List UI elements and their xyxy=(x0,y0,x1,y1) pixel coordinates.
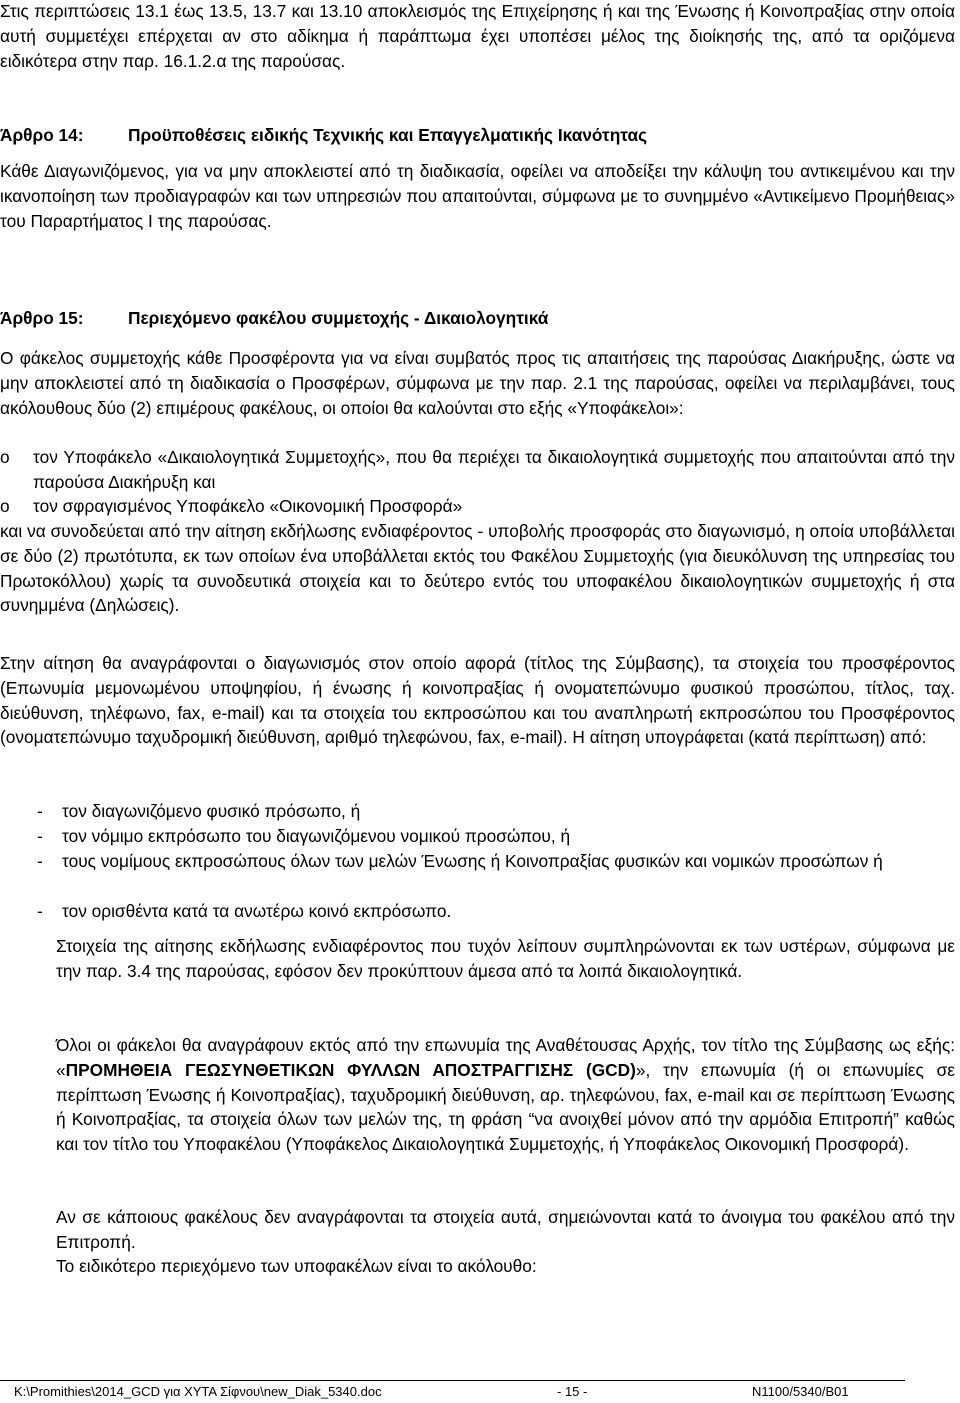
article14-body: Κάθε Διαγωνιζόμενος, για να μην αποκλειστεί από τη διαδικασία, οφείλει να αποδείξει την κάλυψη του αντικειμένου και την ικανοποίηση των προδιαγραφών και των υπηρεσιών που απαιτούνται, σύμφωνα με το συνημμένο «Αντικείμενο Προμήθειας» του Παραρτήματος Ι της παρούσας. xyxy=(0,161,955,231)
top-paragraph: Στις περιπτώσεις 13.1 έως 13.5, 13.7 και 13.10 αποκλεισμός της Επιχείρησης ή και της Ένωσης ή Κοινοπραξίας στην οποία αυτή συμμετέχει επέρχεται αν στο αδίκημα ή παράπτωμα έχει υποπέσει μέλος της διοίκησής της, από τα οριζόμενα ειδικότερα στην παρ. 16.1.2.α της παρούσας. xyxy=(0,1,955,71)
dash-marker: - xyxy=(37,801,43,821)
article15-number: Άρθρο 15: xyxy=(0,308,84,328)
article15-missing-paragraph: Αν σε κάποιους φακέλους δεν αναγράφονται τα στοιχεία αυτά, σημειώνονται κατά το άνοιγμα του φακέλου από την Επιτροπή. xyxy=(56,1207,955,1252)
bullet-marker: o xyxy=(0,447,10,467)
envelopes-text-end: », την επωνυμία (ή οι επωνυμίες σε περίπτωση Ένωσης ή Κοινοπραξίας), ταχυδρομική διεύθυνση, αρ. τηλεφώνου, fax, e-mail και σε περίπτωση Ένωσης ή Κοινοπραξίας, τα στοιχεία όλων των μελών της, τη φράση “να ανοιχθεί μόνον από την αρμόδια Επιτροπή” καθώς και τον τίτλο του Υποφακέλου (Υποφάκελος Δικαιολογητικά Συμμετοχής, ή Υποφάκελος Οικονομική Προσφορά). xyxy=(56,1059,955,1155)
dash-marker: - xyxy=(37,826,43,846)
bullet-text: τον Υποφάκελο «Δικαιολογητικά Συμμετοχής», που θα περιέχει τα δικαιολογητικά συμμετοχής που απαιτούνται από την παρούσα Διακήρυξη και xyxy=(33,447,955,492)
article15-title: Περιεχόμενο φακέλου συμμετοχής - Δικαιολογητικά xyxy=(128,308,549,328)
list-item xyxy=(0,445,955,495)
article14-heading xyxy=(0,123,647,147)
footer-divider xyxy=(0,1380,905,1381)
list-item xyxy=(0,899,955,924)
dash-text: τον νόμιμο εκπρόσωπο του διαγωνιζόμενου νομικού προσώπου, ή xyxy=(62,826,571,846)
contract-title: ΠΡΟΜΗΘΕΙΑ ΓΕΩΣΥΝΘΕΤΙΚΩΝ ΦΥΛΛΩΝ ΑΠΟΣΤΡΑΓΓΙΣΗΣ (GCD) xyxy=(65,1059,636,1080)
dash-text: τον ορισθέντα κατά τα ανωτέρω κοινό εκπρόσωπο. xyxy=(62,901,452,921)
list-item xyxy=(0,799,955,824)
dash-marker: - xyxy=(37,851,43,871)
bullet-marker: o xyxy=(0,496,10,516)
footer-page-number: - 15 - xyxy=(557,1384,588,1399)
article14-number: Άρθρο 14: xyxy=(0,125,84,145)
dash-text: τον διαγωνιζόμενο φυσικό πρόσωπο, ή xyxy=(62,801,361,821)
dash-text: τους νομίμους εκπροσώπους όλων των μελών Ένωσης ή Κοινοπραξίας φυσικών και νομικών προσώπων ή xyxy=(62,851,883,871)
article14-title: Προϋποθέσεις ειδικής Τεχνικής και Επαγγελματικής Ικανότητας xyxy=(128,125,648,145)
article15-application-paragraph: Στην αίτηση θα αναγράφονται ο διαγωνισμός στον οποίο αφορά (τίτλος της Σύμβασης), τα στοιχεία του προσφέροντος (Επωνυμία μεμονωμένου υποψηφίου, ή ένωσης ή κοινοπραξίας ή ονοματεπώνυμο φυσικού προσώπου, τίτλος, ταχ. διεύθυνση, τηλέφωνο, fax, e-mail) και τα στοιχεία του εκπροσώπου και του αναπληρωτή εκπροσώπου του Προσφέροντος (ονοματεπώνυμο ταχυδρομική διεύθυνση, αριθμό τηλεφώνου, fax, e-mail). Η αίτηση υπογράφεται (κατά περίπτωση) από: xyxy=(0,653,955,748)
list-item xyxy=(0,849,955,874)
footer-reference: N1100/5340/B01 xyxy=(752,1384,849,1399)
list-item xyxy=(0,494,955,519)
article15-intro: Ο φάκελος συμμετοχής κάθε Προσφέροντα για να είναι συμβατός προς τις απαιτήσεις της παρούσας Διακήρυξης, ώστε να μην αποκλειστεί από τη διαδικασία ο Προσφέρων, σύμφωνα με την παρ. 2.1 της παρούσας, οφείλει να περιλαμβάνει, τους ακόλουθους δύο (2) επιμέρους φακέλους, οι οποίοι θα καλούνται στο εξής «Υποφάκελοι»: xyxy=(0,348,955,418)
bullet-text: τον σφραγισμένος Υποφάκελο «Οικονομική Προσφορά» xyxy=(33,496,463,516)
article15-later-paragraph: Στοιχεία της αίτησης εκδήλωσης ενδιαφέροντος που τυχόν λείπουν συμπληρώνονται εκ των υστέρων, σύμφωνα με την παρ. 3.4 της παρούσας, εφόσον δεν προκύπτουν άμεσα από τα λοιπά δικαιολογητικά. xyxy=(56,936,955,981)
article15-heading xyxy=(0,306,548,330)
article15-contents-line: Το ειδικότερο περιεχόμενο των υποφακέλων είναι το ακόλουθο: xyxy=(56,1256,537,1276)
footer-file-path: K:\Promithies\2014_GCD για ΧΥΤΑ Σίφνου\new_Diak_5340.doc xyxy=(14,1384,382,1399)
article15-after-bullets: και να συνοδεύεται από την αίτηση εκδήλωσης ενδιαφέροντος - υποβολής προσφοράς στο διαγωνισμό, η οποία υποβάλλεται σε δύο (2) πρωτότυπα, εκ των οποίων ένα υποβάλλεται εκτός του Φακέλου Συμμετοχής (για διευκόλυνση της υπηρεσίας του Πρωτοκόλλου) χωρίς τα συνοδευτικά στοιχεία και το δεύτερο εντός του υποφακέλου δικαιολογητικών συμμετοχής ή στα συνημμένα (Δηλώσεις). xyxy=(0,521,955,616)
dash-marker: - xyxy=(37,901,43,921)
article15-envelopes-paragraph xyxy=(56,1033,955,1157)
list-item xyxy=(0,824,955,849)
envelopes-text-start: Όλοι οι φάκελοι θα αναγράφουν εκτός από την επωνυμία της Αναθέτουσας Αρχής, τον τίτλο της Σύμβασης ως εξής: « xyxy=(56,1035,955,1080)
